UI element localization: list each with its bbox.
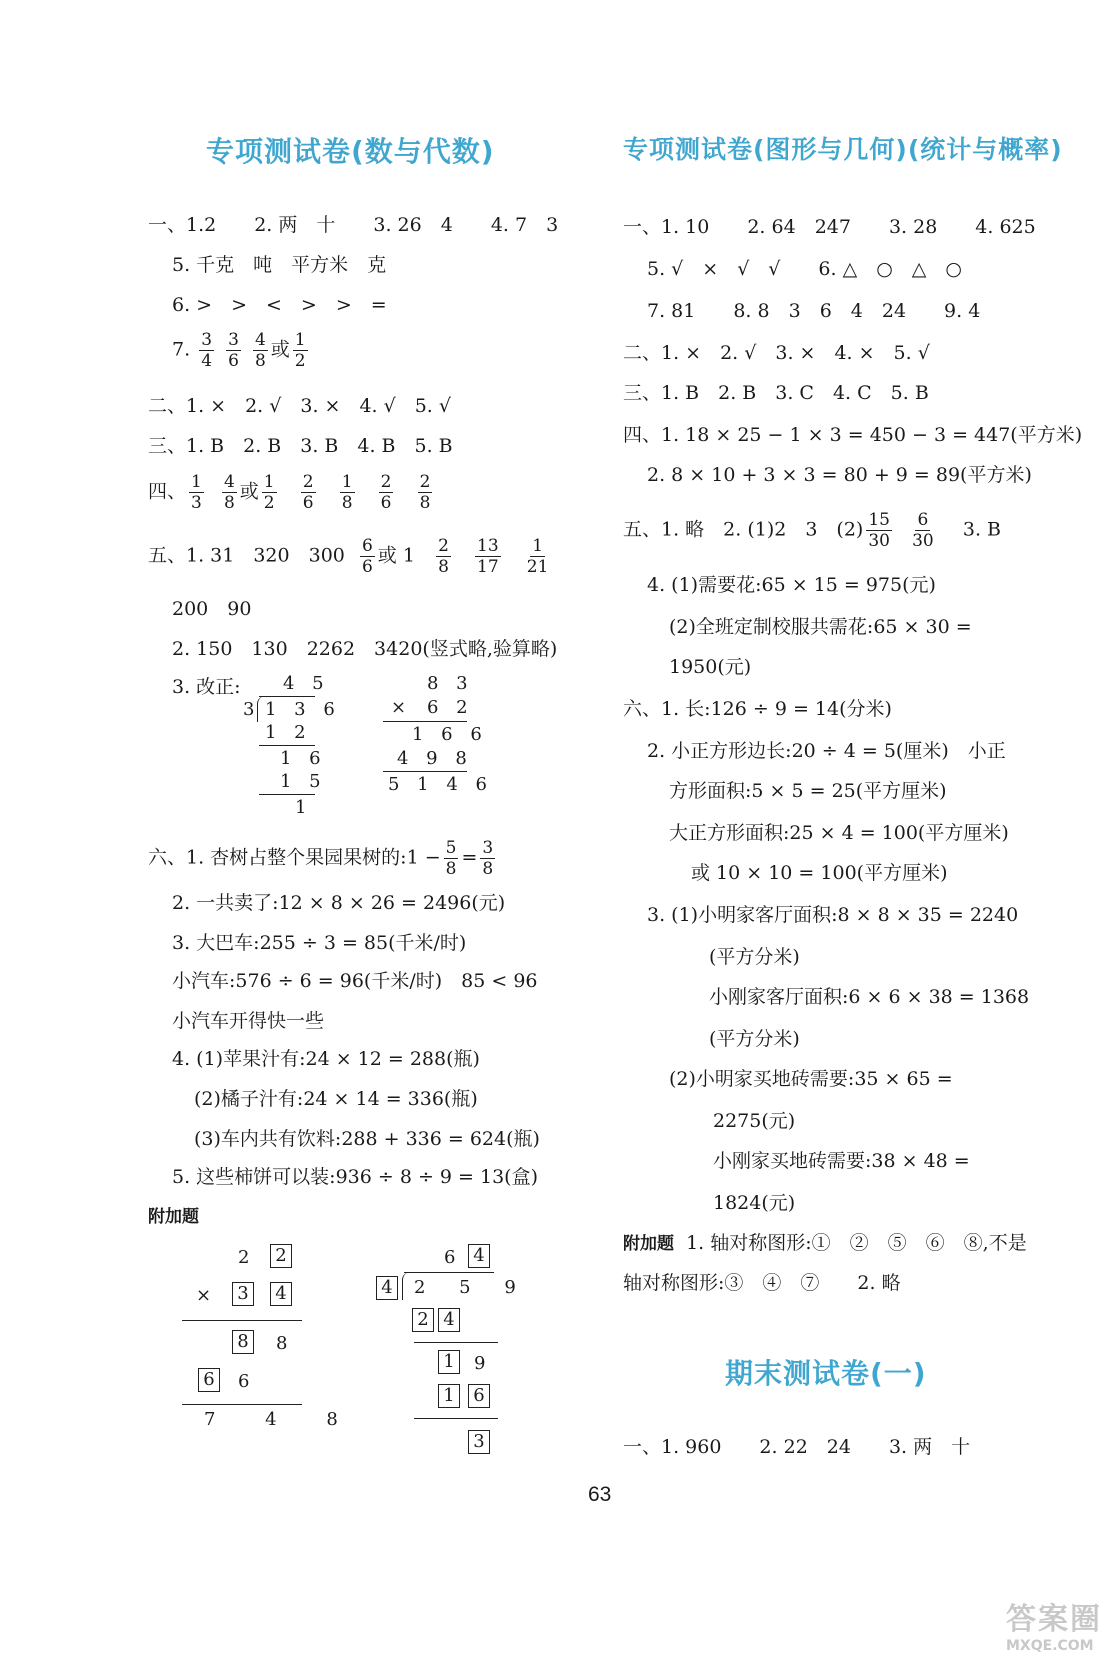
section-label: 五、1. 31 320 300 [148, 544, 345, 567]
rule-line [383, 771, 467, 772]
answer-line: 1824(元) [713, 1192, 796, 1214]
fraction: $\frac{1}{8}$ [341, 472, 353, 513]
answer-line: 或 10 × 10 = 100(平方厘米) [691, 862, 948, 884]
answer-line: 2. 一共卖了:12 × 8 × 26 = 2496(元) [172, 892, 506, 914]
product: 7 4 8 [204, 1409, 360, 1430]
answer-line: 小刚家买地砖需要:38 × 48 = [713, 1150, 970, 1172]
answer-line: 大正方形面积:25 × 4 = 100(平方厘米) [669, 822, 1009, 844]
answer-line: 7. 81 8. 8 3 6 4 24 9. 4 [647, 300, 981, 322]
answer-line: 一、1. 960 2. 22 24 3. 两 十 [623, 1436, 971, 1458]
answer-line: 小刚家客厅面积:6 × 6 × 38 = 1368 [709, 986, 1030, 1008]
answer-box: 4 [438, 1308, 460, 1332]
answer-line: 二、1. × 2. √ 3. × 4. √ 5. √ [148, 395, 451, 417]
answer-line: 1950(元) [669, 656, 752, 678]
answer-line: 四、1. 18 × 25 − 1 × 3 = 450 − 3 = 447(平方米) [623, 424, 1083, 446]
remainder: 1 [295, 797, 313, 818]
partial-product: 1 5 [280, 771, 327, 792]
answer-box: 3 [468, 1430, 490, 1454]
rule-line [404, 1272, 494, 1273]
answer-text: 3. B [962, 518, 1002, 541]
fraction: $\frac{6}{6}$ [361, 536, 373, 577]
answer-line: 三、1. B 2. B 3. C 4. C 5. B [623, 382, 929, 404]
rule-line [383, 721, 467, 722]
answer-line: (2)小明家买地砖需要:35 × 65 = [669, 1068, 953, 1090]
answer-line: 5. 这些柿饼可以装:936 ÷ 8 ÷ 9 = 13(盒) [172, 1166, 539, 1188]
multiplicand: 8 3 [427, 673, 474, 694]
fraction: $\frac{3}{4}$ [201, 330, 213, 371]
or-text: 或 [239, 480, 259, 503]
fraction: $\frac{2}{8}$ [419, 472, 431, 513]
fraction: $\frac{3}{6}$ [228, 330, 239, 371]
section-title-geometry-statistics: 专项测试卷(图形与几何)(统计与概率) [623, 135, 1063, 164]
partial-remainder: 1 6 [280, 748, 327, 769]
partial-product: 1 6 6 [412, 724, 488, 745]
answer-line: (2)全班定制校服共需花:65 × 30 = [669, 616, 972, 638]
answer-text: 1. 轴对称图形:① ② ⑤ ⑥ ⑧,不是 [686, 1232, 1027, 1254]
dividend: 1 3 6 [265, 699, 341, 720]
rule-line [414, 1418, 498, 1419]
answer-line-fractions [148, 472, 435, 513]
division-bracket [402, 1272, 411, 1300]
answer-line-fractions [148, 838, 498, 879]
fraction: $\frac{1}{3}$ [191, 472, 202, 513]
answer-line: 2. 150 130 2262 3420(竖式略,验算略) [172, 638, 558, 660]
or-text: 或 1 [377, 544, 415, 567]
bonus-heading: 附加题 [623, 1234, 674, 1254]
section-title-numbers-algebra: 专项测试卷(数与代数) [206, 135, 495, 168]
answer-line-fractions [623, 510, 1001, 551]
answer-line: 200 90 [172, 598, 252, 620]
answer-line: 二、1. × 2. √ 3. × 4. × 5. √ [623, 342, 930, 364]
long-division-136-by-3 [243, 672, 363, 822]
answer-box: 6 [468, 1384, 490, 1408]
answer-line: 3. 改正: [172, 676, 241, 698]
answer-line: 一、1.2 2. 两 十 3. 26 4 4. 7 3 [148, 214, 559, 236]
answer-line: 一、1. 10 2. 64 247 3. 28 4. 625 [623, 216, 1036, 238]
answer-box: 8 [232, 1330, 254, 1354]
multiplication-83-by-62 [383, 672, 493, 802]
section-title-final-exam: 期末测试卷(一) [725, 1357, 927, 1390]
bonus-line [623, 1230, 1027, 1257]
section-label: 四、 [148, 480, 187, 503]
fraction: $\frac{15}{30}$ [868, 510, 890, 551]
answer-line-fractions [148, 536, 553, 577]
answer-box: 4 [376, 1276, 398, 1300]
dividend: 2 5 9 [414, 1277, 530, 1298]
fraction: $\frac{2}{6}$ [380, 472, 392, 513]
digit: 6 [444, 1247, 462, 1268]
answer-line: 5. √ × √ √ 6. △ ○ △ ○ [647, 258, 962, 280]
answer-line-fractions [172, 330, 311, 371]
times-sign: × [391, 697, 413, 718]
answer-box: 2 [412, 1308, 434, 1332]
answer-line: 2. 8 × 10 + 3 × 3 = 80 + 9 = 89(平方米) [647, 464, 1032, 486]
answer-line: 3. (1)小明家客厅面积:8 × 8 × 35 = 2240 [647, 904, 1019, 926]
fraction: $\frac{4}{8}$ [223, 472, 235, 513]
or-text: 或 [270, 338, 290, 361]
digit: 2 [238, 1247, 256, 1268]
rule-line [414, 1342, 498, 1343]
answer-line: 小汽车开得快一些 [172, 1010, 325, 1032]
answer-line: 4. (1)需要花:65 × 15 = 975(元) [647, 574, 936, 596]
fraction: $\frac{13}{17}$ [477, 536, 499, 577]
answer-line: 小汽车:576 ÷ 6 = 96(千米/时) 85 < 96 [172, 970, 538, 992]
divisor: 3 [243, 699, 261, 720]
digit: 6 [238, 1371, 256, 1392]
digit: 9 [474, 1353, 492, 1374]
answer-line: 3. 大巴车:255 ÷ 3 = 85(千米/时) [172, 932, 467, 954]
rule-line [182, 1404, 302, 1405]
answer-line: 4. (1)苹果汁有:24 × 12 = 288(瓶) [172, 1048, 480, 1070]
answer-line: 六、1. 长:126 ÷ 9 = 14(分米) [623, 698, 892, 720]
partial-product: 4 9 8 [397, 748, 473, 769]
multiplier: 6 2 [427, 697, 474, 718]
fraction: $\frac{6}{30}$ [912, 510, 934, 551]
rule-line [259, 696, 315, 697]
product: 5 1 4 6 [388, 774, 493, 795]
answer-line: 轴对称图形:③ ④ ⑦ 2. 略 [623, 1272, 901, 1294]
answer-box: 2 [270, 1244, 292, 1268]
fraction: $\frac{5}{8}$ [445, 838, 457, 879]
answer-line: 方形面积:5 × 5 = 25(平方厘米) [669, 780, 947, 802]
fraction: $\frac{1}{2}$ [263, 472, 275, 513]
answer-line: (平方分米) [709, 946, 800, 968]
answer-line: (平方分米) [709, 1028, 800, 1050]
answer-line: 6. > > < > > = [172, 294, 387, 316]
answer-box: 4 [270, 1282, 292, 1306]
digit: 8 [276, 1333, 294, 1354]
watermark-url: MXQE.COM [1006, 1638, 1094, 1654]
fraction: $\frac{2}{8}$ [438, 536, 449, 577]
answer-box: 4 [468, 1244, 490, 1268]
times-sign: × [196, 1285, 218, 1306]
answer-line: 2275(元) [713, 1110, 796, 1132]
answer-line: (2)橘子汁有:24 × 14 = 336(瓶) [194, 1088, 478, 1110]
bonus-heading: 附加题 [148, 1207, 199, 1227]
answer-box: 1 [438, 1384, 460, 1408]
fraction: $\frac{3}{8}$ [482, 838, 494, 879]
answer-text: 六、1. 杏树占整个果园果树的:1 − [148, 846, 441, 869]
watermark-text: 答案圈 [1006, 1602, 1102, 1637]
equals-sign: = [461, 846, 478, 869]
item-label: 7. [172, 338, 191, 361]
rule-line [259, 794, 315, 795]
fraction: $\frac{1}{2}$ [294, 330, 306, 371]
answer-line: (3)车内共有饮料:288 + 336 = 624(瓶) [194, 1128, 540, 1150]
answer-line: 三、1. B 2. B 3. B 4. B 5. B [148, 435, 453, 457]
page-number: 63 [588, 1483, 612, 1506]
answer-line: 5. 千克 吨 平方米 克 [172, 254, 387, 276]
answer-box: 3 [232, 1282, 254, 1306]
fraction: $\frac{1}{21}$ [526, 536, 549, 577]
answer-box: 6 [198, 1368, 220, 1392]
watermark-logo [1006, 1594, 1102, 1654]
answer-line: 2. 小正方形边长:20 ÷ 4 = 5(厘米) 小正 [647, 740, 1006, 762]
bonus-multiplication [182, 1244, 360, 1434]
bonus-long-division [374, 1244, 530, 1464]
fraction: $\frac{4}{8}$ [254, 330, 266, 371]
answer-text: 五、1. 略 2. (1)2 3 (2) [623, 518, 864, 541]
rule-line [182, 1320, 302, 1321]
fraction: $\frac{2}{6}$ [302, 472, 314, 513]
quotient: 4 5 [283, 673, 330, 694]
partial-product: 1 2 [265, 722, 312, 743]
rule-line [259, 745, 315, 746]
answer-box: 1 [438, 1350, 460, 1374]
